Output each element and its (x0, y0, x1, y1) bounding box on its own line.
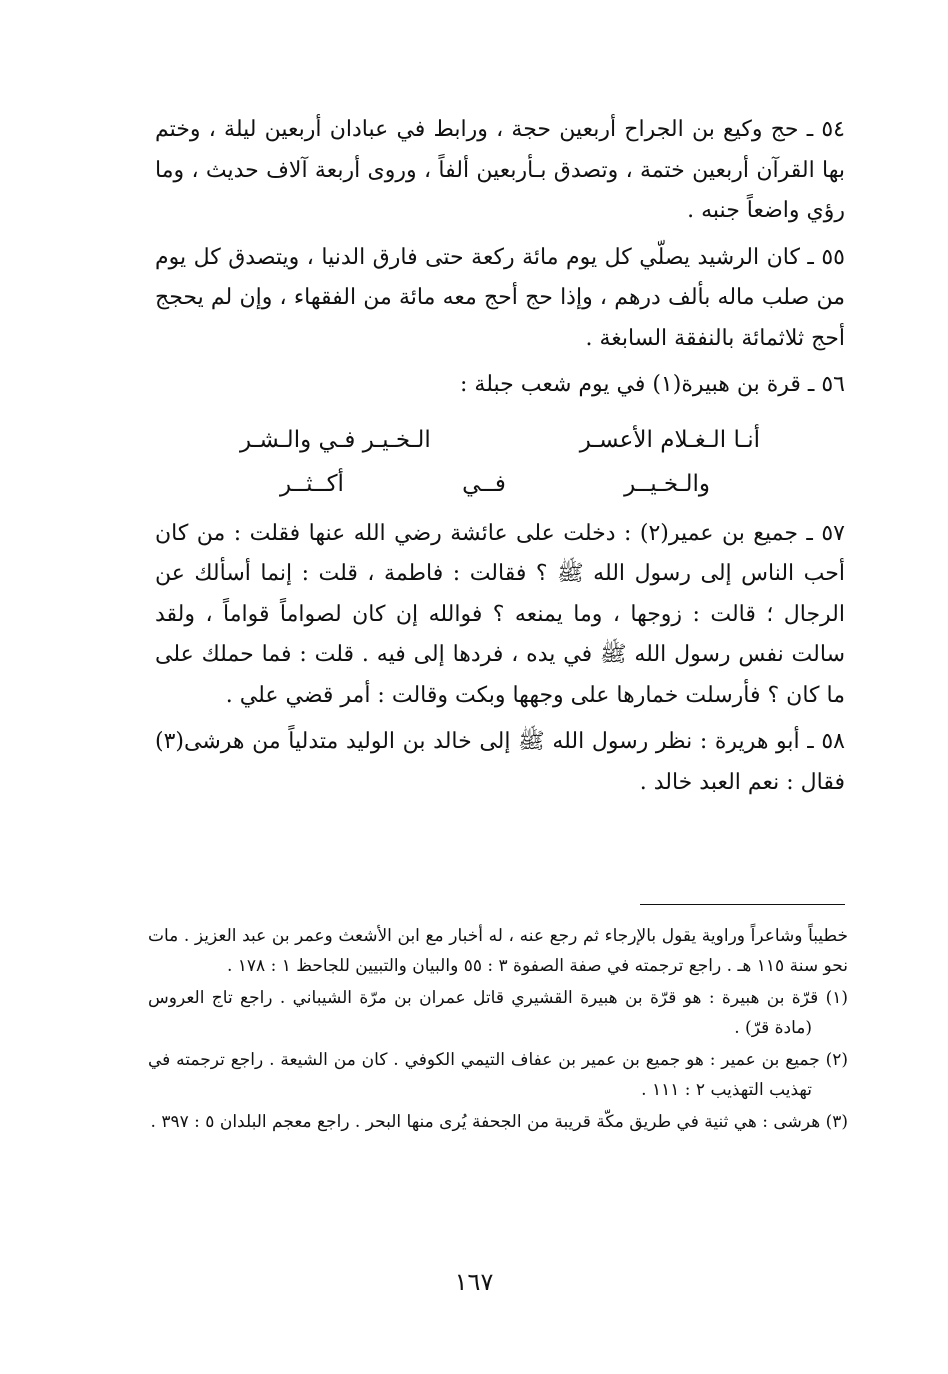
paragraph-55: ٥٥ ـ كان الرشيد يصلّي كل يوم مائة ركعة حتى فارق الدنيا ، ويتصدق كل يوم من صلب ماله بألف درهم ، وإذا حج أحج معه مائة من الفقهاء ، وإن لم يحجج أحج ثلاثمائة بالنفقة السابغة . (155, 244, 845, 351)
paragraph-56-intro: ٥٦ ـ قرة بن هبيرة(١) في يوم شعب جبلة : (460, 372, 845, 397)
poem-line-2-right: والـخـيــر (624, 470, 710, 497)
footnote-continued: خطيباً وشاعراً وراوية يقول بالإرجاء ثم رجع عنه ، له أخبار مع ابن الأشعث وعمر بن عبد العزيز . مات نحو سنة ١١٥ هـ . راجع ترجمته في صفة الصفوة ٣ : ٥٥ والبيان والتبيين للجاحظ ١ : ١٧٨ . (148, 926, 848, 976)
poem-verse (240, 418, 760, 506)
footnote-divider (640, 904, 845, 905)
poem-line-1-right-hemistich: أنـا الـغـلام الأعسـر (579, 426, 760, 453)
paragraph-54: ٥٤ ـ حج وكيع بن الجراح أربعين حجة ، ورابط في عبادان أربعين ليلة ، وختم بها القرآن أربعين ختمة ، وتصدق بـأربعين ألفاً ، وروى أربعة آلاف حديث ، وما رؤي واضعاً جنبه . (155, 117, 845, 223)
poem-line-1 (240, 418, 760, 462)
footnote-2: (٢) جميع بن عمير : هو جميع بن عمير بن عفاف التيمي الكوفي . كان من الشيعة . راجع ترجمته في تهذيب التهذيب ٢ : ١١١ . (148, 1050, 848, 1100)
main-text (155, 110, 845, 803)
poem-line-2 (280, 462, 710, 506)
footnote-1: (١) قرّة بن هبيرة : هو قرّة بن هبيرة القشيري قاتل عمران بن مرّة الشيباني . راجع تاج العروس (مادة قرّ) . (148, 988, 848, 1038)
paragraph-58: ٥٨ ـ أبو هريرة : نظر رسول الله ﷺ إلى خالد بن الوليد متدلياً من هرشى(٣) فقال : نعم العبد خالد . (155, 729, 845, 795)
footnote-3: (٣) هرشى : هي ثنية في طريق مكّة قريبة من الجحفة يُرى منها البحر . راجع معجم البلدان ٥ : ٣٩٧ . (150, 1112, 848, 1132)
poem-line-1-left-hemistich: الـخـيـر فـي والـشـر (240, 426, 431, 453)
poem-line-2-left: أكــثــر (280, 470, 344, 497)
paragraph-57: ٥٧ ـ جميع بن عمير(٢) : دخلت على عائشة رضي الله عنها فقلت : من كان أحب الناس إلى رسول الله ﷺ ؟ فقالت : فاطمة ، قلت : إنما أسألك عن الرجال ؛ قالت : زوجها ، وما يمنعه ؟ فوالله إن كان لصواماً قواماً ، ولقد سالت نفس رسول الله ﷺ في يده ، فردها إلى فيه . قلت : فما حملك على ما كان ؟ فأرسلت خمارها على وجهها وبكت وقالت : أمر قضي علي . (155, 520, 845, 708)
page-number: ١٦٧ (454, 1268, 494, 1296)
footnotes (148, 921, 848, 1137)
poem-line-2-middle: فــي (462, 470, 506, 497)
